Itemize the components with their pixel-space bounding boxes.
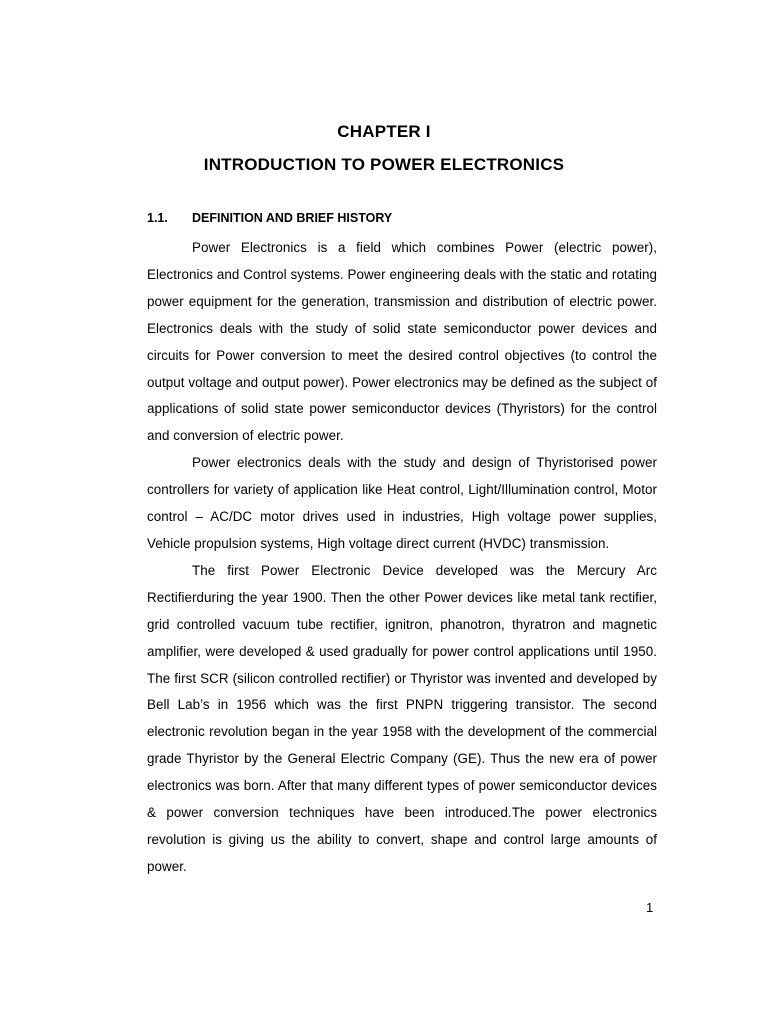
chapter-label: CHAPTER I (337, 122, 431, 141)
body-text (147, 235, 657, 881)
section-heading (147, 211, 392, 225)
section-title: DEFINITION AND BRIEF HISTORY (192, 211, 393, 225)
page-number: 1 (646, 900, 654, 915)
paragraph: Power electronics deals with the study and design of Thyristorised power controllers for variety of application like Heat control, Light/Illumination control, Motor control – AC/DC motor drives used in industries, High voltage power supplies, Vehicle propulsion systems, High voltage direct current (HVDC) transmission. (147, 455, 657, 551)
paragraph: The first Power Electronic Device developed was the Mercury Arc Rectifierduring the year 1900. Then the other Power devices like metal tank rectifier, grid controlled vacuum tube rectifier, ignitron, phanotron, thyratron and magnetic amplifier, were developed & used gradually for power control applications until 1950. The first SCR (silicon controlled rectifier) or Thyristor was invented and developed by Bell Lab’s in 1956 which was the first PNPN triggering transistor. The second electronic revolution began in the year 1958 with the development of the commercial grade Thyristor by the General Electric Company (GE). Thus the new era of power electronics was born. After that many different types of power semiconductor devices & power conversion techniques have been introduced.The power electronics revolution is giving us the ability to convert, shape and control large amounts of power. (147, 562, 657, 874)
section-number: 1.1. (147, 211, 168, 225)
chapter-title: INTRODUCTION TO POWER ELECTRONICS (203, 155, 565, 174)
paragraph: Power Electronics is a field which combines Power (electric power), Electronics and Control systems. Power engineering deals with the static and rotating power equipment for the generation, transmission and distribution of electric power. Electronics deals with the study of solid state semiconductor power devices and circuits for Power conversion to meet the desired control objectives (to control the output voltage and output power). Power electronics may be defined as the subject of applications of solid state power semiconductor devices (Thyristors) for the control and conversion of electric power. (147, 240, 657, 444)
